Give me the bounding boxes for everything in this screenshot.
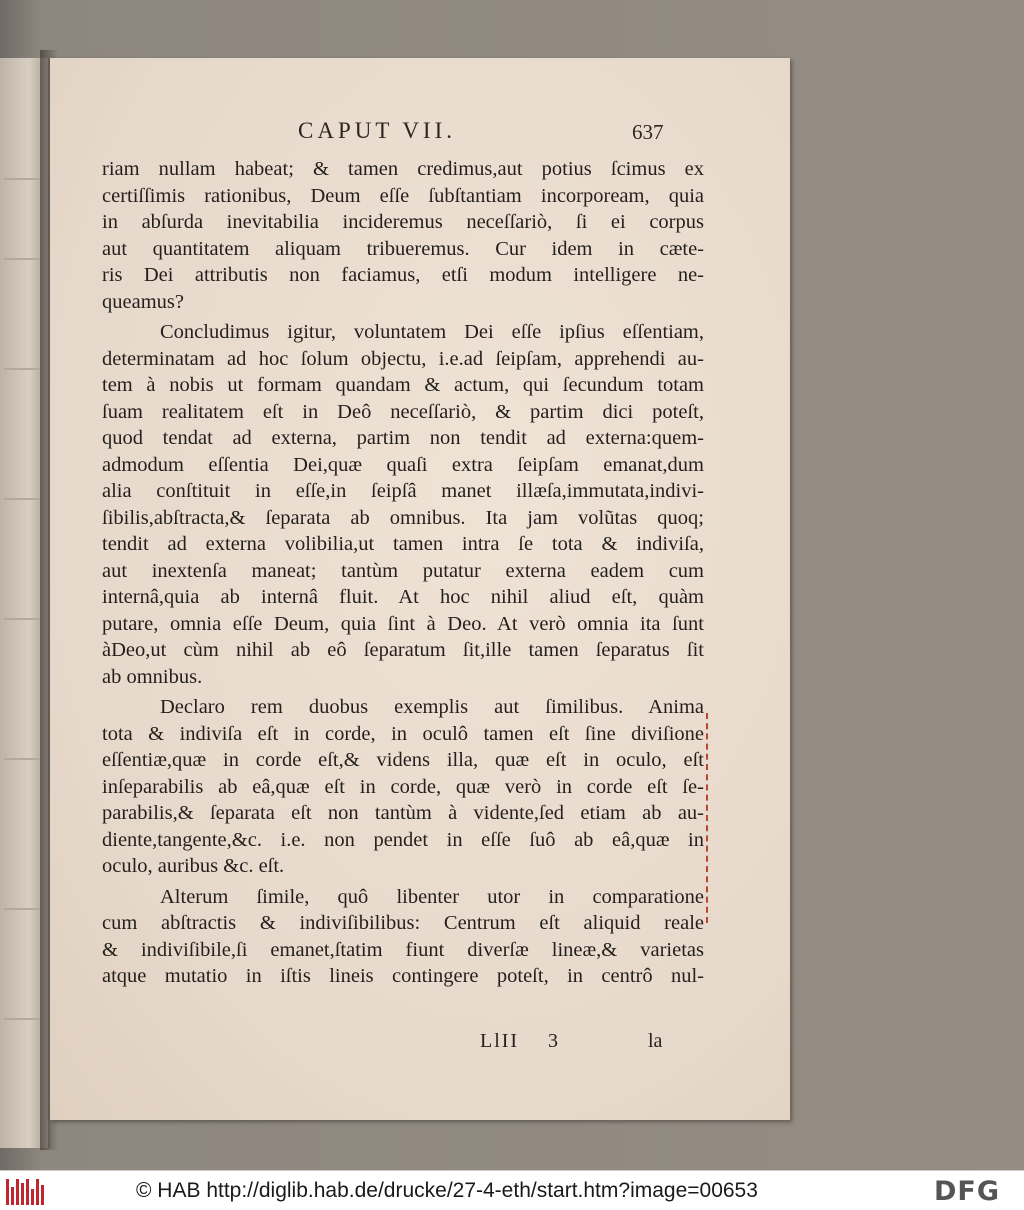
text-line: ris Dei attributis non faciamus, etſi modum intelligere ne-: [102, 264, 704, 286]
text-line: atque mutatio in iſtis lineis contingere poteſt, in centrô nul-: [102, 965, 704, 987]
page-header: [50, 118, 790, 152]
text-line: aut quantitatem aliquam tribueremus. Cur idem in cæte-: [102, 237, 704, 260]
text-line: eſſentiæ,quæ in corde eſt,& videns illa, quæ eſt in oculo, eſt: [102, 749, 704, 771]
text-line: cum abſtractis & indiviſibilibus: Centrum eſt aliquid reale: [102, 912, 704, 934]
text-line: in abſurda inevitabilia incideremus neceſſariò, ſi ei corpus: [102, 211, 704, 233]
text-line: tem à nobis ut formam quandam & actum, qui ſecundum totam: [102, 374, 704, 396]
text-line: parabilis,& ſeparata eſt non tantùm à vidente,ſed etiam ab au-: [102, 802, 704, 824]
text-line: Alterum ſimile, quô libenter utor in comparatione: [160, 885, 704, 908]
text-line: determinatam ad hoc ſolum objectu, i.e.ad ſeipſam, apprehendi au-: [102, 347, 704, 370]
text-line: Declaro rem duobus exemplis aut ſimilibus. Anima: [160, 696, 704, 718]
text-line: alia conſtituit in eſſe,in ſeipſâ manet illæſa,immutata,indivi-: [102, 480, 704, 502]
text-line: aut inextenſa maneat; tantùm putatur externa eadem cum: [102, 559, 704, 582]
signature-number: 3: [548, 1030, 558, 1052]
page-footer-marks: [50, 1030, 790, 1060]
text-line: oculo, auribus &c. eſt.: [102, 855, 285, 877]
text-line: inſeparabilis ab eâ,quæ eſt in corde, quæ verò in corde eſt ſe-: [102, 775, 704, 798]
text-line: ab omnibus.: [102, 665, 203, 688]
book-page: [50, 58, 790, 1120]
signature-mark: LlII: [480, 1030, 520, 1052]
text-line: ſuam realitatem eſt in Deô neceſſariò, & partim dici poteſt,: [102, 400, 704, 423]
text-line: àDeo,ut cùm nihil ab eô ſeparatum ſit,ille tamen ſeparatus ſit: [102, 639, 704, 661]
running-head: CAPUT VII.: [298, 118, 456, 143]
viewer-footer: [0, 1170, 1024, 1210]
text-line: ſibilis,abſtracta,& ſeparata ab omnibus. Ita jam volũtas quoq;: [102, 506, 704, 529]
dfg-logo[interactable]: DFG: [934, 1176, 1001, 1207]
text-line: Concludimus igitur, voluntatem Dei eſſe ipſius eſſentiam,: [160, 321, 704, 343]
text-line: tota & indiviſa eſt in corde, in oculô tamen eſt ſine diviſione: [102, 722, 704, 745]
text-line: quod tendat ad externa, partim non tendit ad externa:quem-: [102, 427, 704, 449]
text-line: putare, omnia eſſe Deum, quia ſint à Deo. At verò omnia ita ſunt: [102, 612, 704, 635]
text-line: riam nullam habeat; & tamen credimus,aut potius ſcimus ex: [102, 158, 704, 180]
copyright-link[interactable]: © HAB http://diglib.hab.de/drucke/27-4-eth/start.htm?image=00653: [136, 1179, 758, 1202]
text-line: diente,tangente,&c. i.e. non pendet in eſſe ſuô ab eâ,quæ in: [102, 828, 704, 851]
text-line: admodum eſſentia Dei,quæ quaſi extra ſeipſam emanat,dum: [102, 453, 704, 476]
hab-logo-icon[interactable]: [6, 1177, 46, 1205]
text-line: & indiviſibile,ſi emanet,ſtatim fiunt diverſæ lineæ,& varietas: [102, 938, 704, 961]
catchword: la: [648, 1030, 663, 1052]
text-line: certiſſimis rationibus, Deum eſſe ſubſtantiam incorpoream, quia: [102, 184, 704, 207]
margin-red-mark: [700, 713, 708, 923]
text-line: tendit ad externa volibilia,ut tamen intra ſe tota & indiviſa,: [102, 533, 704, 555]
text-line: internâ,quia ab internâ fluit. At hoc nihil aliud eſt, quàm: [102, 586, 704, 608]
text-line: queamus?: [102, 290, 184, 313]
page-number: 637: [632, 120, 664, 144]
body-text: [102, 156, 704, 990]
